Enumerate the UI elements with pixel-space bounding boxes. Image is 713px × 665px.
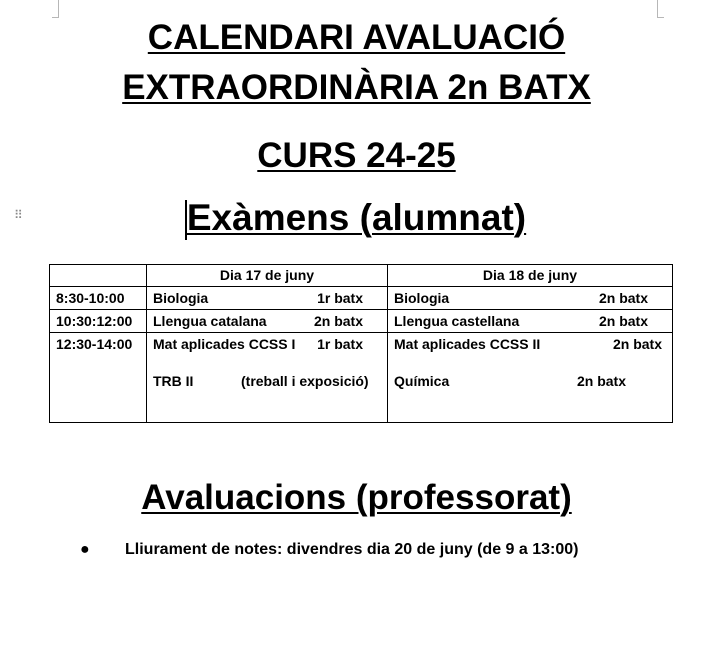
header-cell-day18: Dia 18 de juny bbox=[388, 265, 673, 287]
group: 2n batx bbox=[576, 373, 626, 389]
exam-cell bbox=[388, 310, 673, 333]
page-corner-mark-right bbox=[657, 0, 664, 18]
time-cell: 8:30-10:00 bbox=[50, 287, 147, 310]
list-item-text: Lliurament de notes: divendres dia 20 de juny (de 9 a 13:00) bbox=[125, 541, 579, 558]
subject: Llengua catalana bbox=[153, 313, 267, 329]
exam-cell bbox=[388, 287, 673, 310]
exam-cell bbox=[147, 333, 388, 423]
course-title: CURS 24-25 bbox=[257, 136, 456, 175]
bullet-icon: ● bbox=[80, 541, 90, 558]
list-item bbox=[80, 541, 578, 559]
group: 2n batx bbox=[598, 290, 648, 306]
table-row bbox=[50, 287, 673, 310]
subject: Biologia bbox=[153, 290, 209, 306]
exam-cell bbox=[388, 333, 673, 423]
exam-schedule-table bbox=[49, 264, 673, 423]
time-cell: 10:30:12:00 bbox=[50, 310, 147, 333]
subject: Mat aplicades CCSS II bbox=[394, 336, 541, 352]
evaluations-heading: Avaluacions (professorat) bbox=[141, 478, 572, 517]
header-cell-empty bbox=[50, 265, 147, 287]
page-corner-mark-left bbox=[52, 0, 59, 18]
drag-handle-icon[interactable]: ⠿ bbox=[14, 208, 24, 222]
header-cell-day17: Dia 17 de juny bbox=[147, 265, 388, 287]
table-header-row bbox=[50, 265, 673, 287]
subject: Biologia bbox=[394, 290, 450, 306]
subject: Mat aplicades CCSS I bbox=[153, 336, 296, 352]
table-row bbox=[50, 333, 673, 423]
exam-cell bbox=[147, 287, 388, 310]
title-line-2: EXTRAORDINÀRIA 2n BATX bbox=[122, 68, 591, 107]
exam-cell bbox=[147, 310, 388, 333]
group: 2n batx bbox=[598, 313, 648, 329]
exams-heading: Exàmens (alumnat) bbox=[186, 197, 527, 238]
subject: Llengua castellana bbox=[394, 313, 520, 329]
subject: TRB II bbox=[153, 373, 194, 389]
time-cell: 12:30-14:00 bbox=[50, 333, 147, 423]
group: 1r batx bbox=[317, 336, 363, 352]
title-line-1: CALENDARI AVALUACIÓ bbox=[147, 18, 566, 57]
group: 2n batx bbox=[612, 336, 662, 352]
group: (treball i exposició) bbox=[241, 373, 369, 389]
subject: Química bbox=[394, 373, 450, 389]
table-row bbox=[50, 310, 673, 333]
group: 1r batx bbox=[317, 290, 363, 306]
group: 2n batx bbox=[313, 313, 363, 329]
